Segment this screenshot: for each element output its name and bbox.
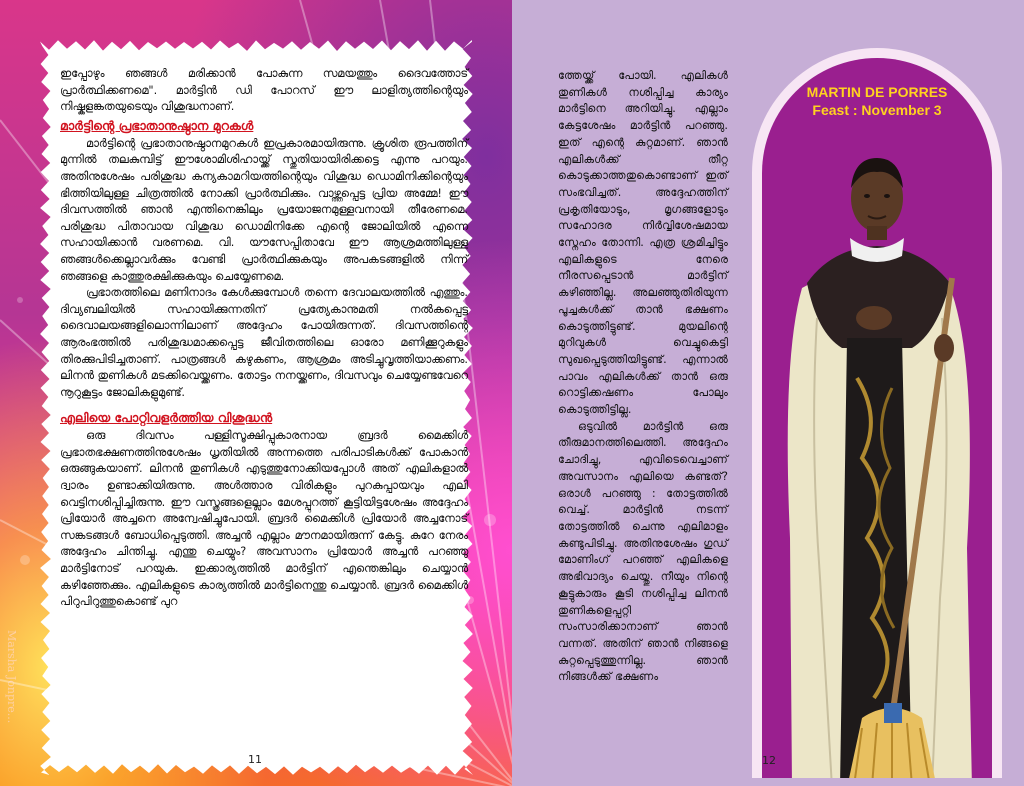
arch-frame [752,48,1002,778]
heading-mouse-saint: എലിയെ പോറ്റിവളർത്തിയ വിശുദ്ധൻ [60,410,273,426]
feast-date: Feast : November 3 [812,102,942,118]
saint-title: MARTIN DE PORRES [806,84,948,100]
right-article [558,68,728,686]
saint-statue-image [762,118,992,778]
paragraph-right-2: ഒടുവിൽ മാർട്ടിൻ ഒരു തീരുമാനത്തിലെത്തി. അദ്ദേഹം ചോദിച്ചു, എവിടെവെച്ചാണ് അവസാനം എലിയെ കണ്ടത്? ഒരാൾ പറഞ്ഞു : തോട്ടത്തിൽ വെച്ച്. മാർട്ടിൻ നടന്ന് തോട്ടത്തിൽ ചെന്നു എലിമാളം കണ്ടുപിടിച്ചു. അതിനുശേഷം ഗുഡ് മോണിംഗ് പറഞ്ഞ് എലികളെ അഭിവാദ്യം ചെയ്തു. നീയും നിന്റെ കൂട്ടുകാരും കൂടി നശിപ്പിച്ച ലിനൻ തുണികളെപ്പറ്റി സംസാരിക്കാനാണ് ഞാൻ വന്നത്. അതിന് ഞാൻ നിങ്ങളെ കുറ്റപ്പെടുത്തുന്നില്ല. ഞാൻ നിങ്ങൾക്ക് ഭക്ഷണം [558,419,728,684]
paragraph-mouse-1: ഒരു ദിവസം പള്ളിസൂക്ഷിപ്പുകാരനായ ബ്രദർ മൈക്കിൾ പ്രഭാതഭക്ഷണത്തിനുശേഷം ധൃതിയിൽ അന്നത്തെ പരിപാടികൾക്ക് പോകാൻ ഒരുങ്ങുകയാണ്. ലിനൻ തുണികൾ എടുത്തുനോക്കിയപ്പോൾ അത് എലികളാൽ ദ്വാരം ഉണ്ടാക്കിയിരുന്നു. അൾത്താര വിരികളും പുറകുപ്പായവും എലി വെട്ടിനശിപ്പിച്ചിരുന്നു. ഈ വസ്ത്രങ്ങളെല്ലാം മേശപ്പുറത്ത് കൂട്ടിയിട്ടശേഷം അദ്ദേഹം പ്രിയോർ അച്ചനെ അന്വേഷിച്ചുപോയി. ബ്രദർ മൈക്കിൾ പ്രിയോർ അച്ചനോട് സങ്കടങ്ങൾ ബോധിപ്പെടുത്തി. അച്ചൻ എല്ലാം മൗനമായിരുന്ന് കേട്ടു. കുറേ നേരം അദ്ദേഹം ചിന്തിച്ചു. എന്തു ചെയ്യും? അവസാനം പ്രിയോർ അച്ചൻ പറഞ്ഞു മാർട്ടിനോട് പറയുക. ഇക്കാര്യത്തിൽ മാർട്ടിന് എന്തെങ്കിലും ചെയ്യാൻ കഴിഞ്ഞേക്കും. എലികളുടെ കാര്യത്തിൽ മാർട്ടിനെന്തു ചെയ്യാൻ. ബ്രദർ മൈക്കിൾ പിറുപിറുത്തുകൊണ്ട് പുറ [60,429,468,609]
intro-paragraph: ഇപ്പോഴും ഞങ്ങൾ മരിക്കാൻ പോകുന്ന സമയത്തും ദൈവത്തോട് പ്രാർത്ഥിക്കണമെ". മാർട്ടിൻ ഡി പോറസ് ഈ ലാളിത്യത്തിന്റെയും നിഷ്കളങ്കതയുടെയും വിശുദ്ധനാണ്. [60,67,468,114]
arch-panel [762,58,992,778]
page-number-left: 11 [248,753,262,766]
paragraph-morning-2: പ്രഭാതത്തിലെ മണിനാദം കേൾക്കുമ്പോൾ തന്നെ ദേവാലയത്തിൽ എത്തും. ദിവ്യബലിയിൽ സഹായിക്കുന്നതിന് പ്രത്യേകാനുമതി നൽകപ്പെട്ട ദൈവാലയങ്ങളിലൊന്നിലാണ് അദ്ദേഹം പോയിരുന്നത്. ദിവസത്തിന്റെ ആരംഭത്തിൽ പരിശുദ്ധമാക്കപ്പെട്ട ജീവിതത്തിലെ ഓരോ മണിക്കൂറുകളും തിരക്കുപിടിച്ചതാണ്. പാത്രങ്ങൾ കഴുകണം, ആശ്രമം അടിച്ചുവൃത്തിയാക്കണം. ലിനൻ തുണികൾ മടക്കിവെയ്ക്കണം. തോട്ടം നനയ്ക്കണം, ദിവസവും ചെയ്യേണ്ടവേറെ നൂറുകൂട്ടം ജോലികളുമുണ്ട്. [60,286,468,399]
page-number-right: 12 [762,754,776,767]
left-article [60,66,468,611]
paragraph-morning-1: മാർട്ടിന്റെ പ്രഭാതാനുഷ്ഠാനമുറകൾ ഇപ്രകാരമായിരുന്നു. ക്രൂശിത രൂപത്തിന് മുന്നിൽ തലകുമ്പിട്ട് ഈശോമിശിഹായ്ക്ക് സ്തുതിയായിരിക്കട്ടെ എന്നു പറയും. അതിനുശേഷം പരിശുദ്ധ കന്യകാമറിയത്തിന്റെയും വിശുദ്ധ ഡൊമിനിക്കിന്റെയും ഭിത്തിയിലുള്ള ചിത്രത്തിൽ നോക്കി പ്രാർത്ഥിക്കും. വാഴ്ത്തപ്പെട്ട പ്രിയ അമ്മേ! ഈ ദിവസത്തിൽ ഞാൻ എന്തിനെങ്കിലും പ്രയോജനമുള്ളവനായി തീരേണമെ. പരിശുദ്ധ പിതാവായ വിശുദ്ധ ഡൊമിനിക്കേ എന്റെ ജോലിയിൽ എന്നെ സഹായിക്കാൻ വരണമെ. വി. യൗസേപ്പിതാവേ ഈ ആശ്രമത്തിലുള്ള ഞങ്ങൾക്കെല്ലാവർക്കും വേണ്ടി പ്രാർത്ഥിക്കുകയും അപകടങ്ങളിൽ നിന്ന് ഞങ്ങളെ കാത്തുരക്ഷിക്കുകയും ചെയ്യേണമെ. [60,136,468,283]
right-page [512,0,1024,786]
heading-morning-rituals: മാർട്ടിന്റെ പ്രഭാതാനുഷ്ഠാന മുറകൾ [60,117,254,133]
paragraph-right-1: ത്തേയ്ക്ക് പോയി. എലികൾ തുണികൾ നശിപ്പിച്ച കാര്യം മാർട്ടിനെ അറിയിച്ചു. എല്ലാം കേട്ടശേഷം മാർട്ടിൻ പറഞ്ഞു. ഇത് എന്റെ കുറ്റമാണ്. ഞാൻ എലികൾക്ക് തീറ്റ കൊടുക്കാത്തതുകൊണ്ടാണ് ഇത് സംഭവിച്ചത്. അദ്ദേഹത്തിന് പ്രകൃതിയോടും, മൃഗങ്ങളോടും സഹോദര നിർവ്വിശേഷമായ സ്നേഹം തോന്നി. എത്ര ശ്രമിച്ചിട്ടും എലികളുടെ നേരെ നീരസപ്പെടാൻ മാർട്ടിന് കഴിഞ്ഞില്ല. അലഞ്ഞുതിരിയുന്ന പൂച്ചകൾക്ക് താൻ ഭക്ഷണം കൊടുത്തിട്ടുണ്ട്. മുയലിന്റെ മുറിവുകൾ വെച്ചുകെട്ടി സുഖപ്പെടുത്തിയിട്ടുണ്ട്. എന്നാൽ പാവം എലികൾക്ക് താൻ ഒരു റൊട്ടിക്കഷണം പോലും കൊടുത്തിട്ടില്ല. [558,69,728,417]
watermark-text: Marsha Jonpre... [5,630,18,724]
